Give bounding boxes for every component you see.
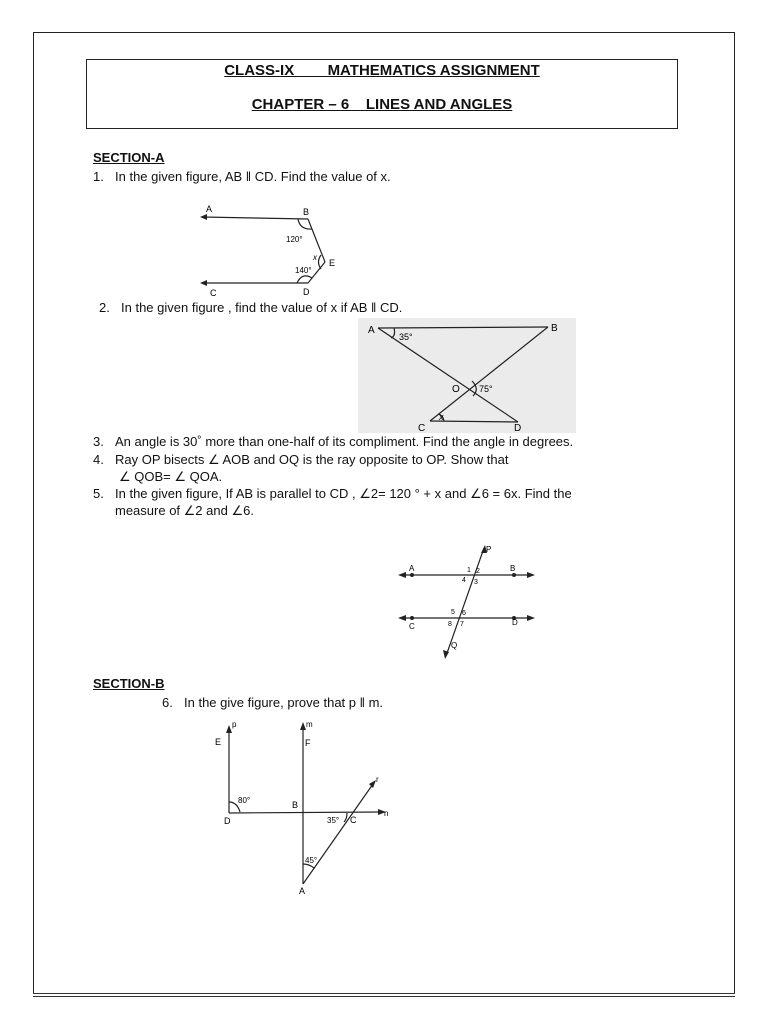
fig4-label-d: D <box>224 816 231 826</box>
fig1-angle-140: 140° <box>295 266 312 275</box>
fig4-label-m: m <box>306 720 313 729</box>
question-1 <box>93 169 391 184</box>
fig3-angle-1: 1 <box>467 567 471 574</box>
fig3-label-q: Q <box>451 641 458 650</box>
question-number: 1. <box>93 169 104 184</box>
figure-1 <box>190 200 350 300</box>
question-number: 3. <box>93 434 104 449</box>
header-title: CLASS-IX MATHEMATICS ASSIGNMENT <box>224 62 540 79</box>
fig2-label-d: D <box>514 423 522 433</box>
question-2 <box>99 300 402 315</box>
fig2-label-a: A <box>368 325 375 336</box>
question-text: An angle is 30˚ more than one-half of its compliment. Find the angle in degrees. <box>115 434 574 449</box>
figure-3 <box>392 538 544 663</box>
fig3-label-c: C <box>409 622 415 631</box>
fig3-angle-5: 5 <box>451 609 455 616</box>
fig1-label-a: A <box>206 204 213 214</box>
fig1-label-x: x <box>313 253 317 262</box>
fig3-angle-7: 7 <box>460 621 464 628</box>
fig2-label-b: B <box>551 323 558 334</box>
question-4 <box>93 452 508 468</box>
question-text: In the give figure, prove that p ǁ m. <box>184 695 384 710</box>
question-text: In the given figure , find the value of x if AB ǁ CD. <box>121 300 403 315</box>
fig3-label-a: A <box>409 564 415 573</box>
fig3-label-d: D <box>512 618 518 627</box>
fig1-angle-120: 120° <box>286 235 303 244</box>
question-4-line-2: ∠ QOB= ∠ QOA. <box>119 469 223 484</box>
question-number: 5. <box>93 486 104 501</box>
question-text: In the given figure, If AB is parallel to CD , ∠2= 120 ° + x and ∠6 = 6x. Find the <box>115 486 572 501</box>
header-box <box>86 59 678 129</box>
fig1-label-b: B <box>303 207 310 217</box>
question-6 <box>162 695 383 710</box>
fig2-angle-75: 75° <box>479 384 493 394</box>
fig4-label-c: C <box>350 815 357 825</box>
fig4-label-f: F <box>305 738 311 748</box>
section-b-heading: SECTION-B <box>93 676 165 691</box>
question-number: 6. <box>162 695 173 710</box>
fig3-angle-6: 6 <box>462 610 466 617</box>
fig4-angle-45: 45° <box>305 856 318 865</box>
question-text: Ray OP bisects ∠ AOB and OQ is the ray opposite to OP. Show that <box>115 452 509 467</box>
fig3-angle-4: 4 <box>462 577 466 584</box>
fig3-label-p: P <box>486 545 492 554</box>
fig4-label-n: n <box>384 809 389 818</box>
fig4-angle-35: 35° <box>327 816 340 825</box>
fig4-label-e: E <box>215 737 222 747</box>
question-3 <box>93 434 573 449</box>
bottom-rule <box>33 993 735 994</box>
fig4-label-b: B <box>292 800 299 810</box>
fig2-label-c: C <box>418 423 426 433</box>
fig2-label-o: O <box>452 384 460 395</box>
fig3-angle-8: 8 <box>448 621 452 628</box>
fig4-label-a: A <box>299 886 306 896</box>
chapter-title: CHAPTER – 6 LINES AND ANGLES <box>251 96 513 113</box>
question-number: 2. <box>99 300 110 315</box>
question-5 <box>93 486 572 502</box>
fig3-label-b: B <box>510 564 516 573</box>
question-number: 4. <box>93 452 104 467</box>
fig4-label-r: r <box>376 775 379 784</box>
bottom-rule-2 <box>33 996 735 997</box>
fig2-label-x: x <box>439 412 444 422</box>
fig1-label-e: E <box>329 258 336 268</box>
figure-2 <box>358 318 576 433</box>
question-5-line-2: measure of ∠2 and ∠6. <box>115 503 254 518</box>
fig1-label-c: C <box>210 288 217 298</box>
fig3-angle-3: 3 <box>474 579 478 586</box>
fig1-label-d: D <box>303 287 310 297</box>
fig3-angle-2: 2 <box>476 568 480 575</box>
section-a-heading: SECTION-A <box>93 150 165 165</box>
fig4-angle-80: 80° <box>238 796 251 805</box>
fig2-angle-35: 35° <box>399 332 413 342</box>
fig4-label-p: p <box>232 720 237 729</box>
question-text: In the given figure, AB ǁ CD. Find the value of x. <box>115 169 391 184</box>
figure-4 <box>210 716 400 896</box>
